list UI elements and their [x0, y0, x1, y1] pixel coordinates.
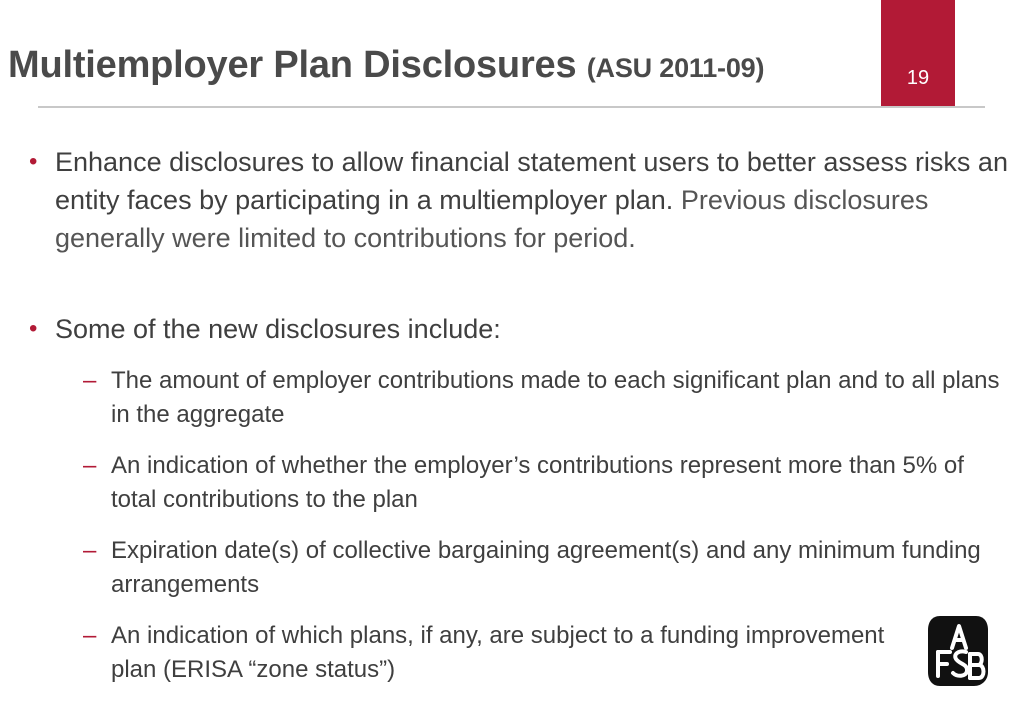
sub-bullet-text: An indication of whether the employer’s contributions represent more than 5% of total contributions to the plan — [111, 452, 964, 513]
sub-bullet-text: Expiration date(s) of collective bargaining agreement(s) and any minimum funding arrangements — [111, 537, 981, 598]
page-number: 19 — [906, 67, 930, 89]
sub-bullet-text: The amount of employer contributions made to each significant plan and to all plans in the aggregate — [111, 367, 1000, 428]
sub-bullet-item — [83, 449, 1001, 517]
slide-subtitle: (ASU 2011-09) — [586, 53, 765, 83]
sub-bullet-marker: – — [83, 622, 97, 649]
sub-bullet-item — [83, 619, 891, 687]
bullet-marker: • — [29, 148, 38, 175]
sub-bullet-item — [83, 364, 1001, 432]
bullet-text: Enhance disclosures to allow financial statement users to better assess risks an entity faces by participating in a multiemployer plan. — [55, 147, 1008, 215]
sub-bullet-item — [83, 534, 1001, 602]
bullet-item — [29, 143, 1015, 257]
bullet-item — [29, 310, 1015, 348]
slide-title-main: Multiemployer Plan Disclosures — [8, 44, 577, 86]
bullet-marker: • — [29, 315, 38, 342]
fasb-logo-icon — [926, 614, 990, 688]
sub-bullet-marker: – — [83, 537, 97, 564]
sub-bullet-text: An indication of which plans, if any, are subject to a funding improvement plan (ERISA “zone status”) — [111, 622, 885, 683]
bullet-text: Some of the new disclosures include: — [55, 314, 501, 344]
sub-bullet-marker: – — [83, 452, 97, 479]
bullet-text-continued: Previous disclosures generally were limited to contributions for period. — [55, 185, 929, 253]
sub-bullet-marker: – — [83, 367, 97, 394]
